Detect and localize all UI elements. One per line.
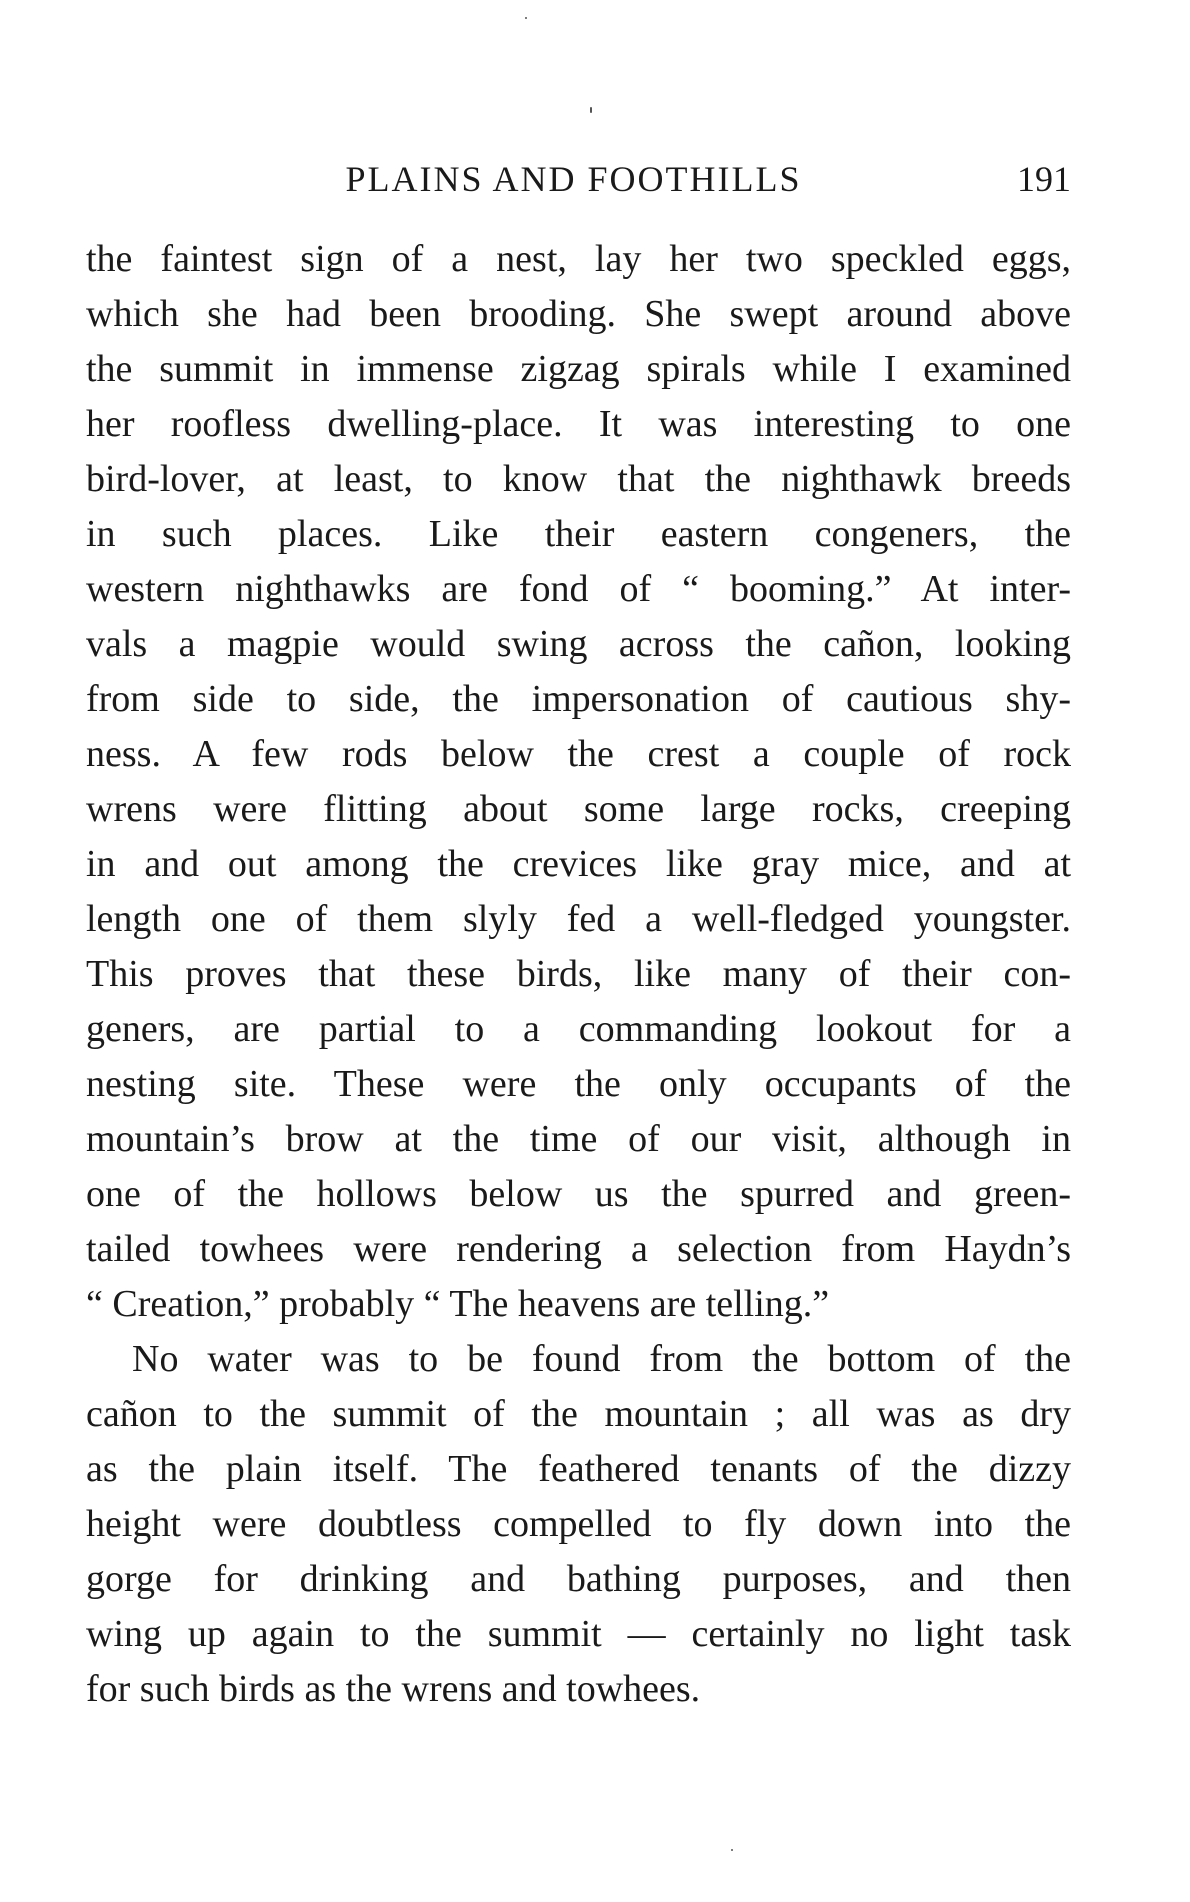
- running-title: PLAINS AND FOOTHILLS: [345, 159, 802, 199]
- text-line: wing up again to the summit — certainly no light task: [86, 1613, 1071, 1655]
- text-line: ness. A few rods below the crest a couple of rock: [86, 733, 1071, 775]
- text-line: height were doubtless compelled to fly down into the: [86, 1503, 1071, 1545]
- text-line: No water was to be found from the bottom of the: [132, 1338, 1071, 1380]
- text-line: nesting site. These were the only occupants of the: [86, 1063, 1071, 1105]
- text-line: geners, are partial to a commanding lookout for a: [86, 1008, 1071, 1050]
- text-line: from side to side, the impersonation of cautious shy-: [86, 678, 1071, 720]
- text-line: “ Creation,” probably “ The heavens are telling.”: [86, 1283, 830, 1325]
- text-line: bird-lover, at least, to know that the nighthawk breeds: [86, 458, 1071, 500]
- text-line: the faintest sign of a nest, lay her two speckled eggs,: [86, 238, 1071, 280]
- text-line: which she had been brooding. She swept around above: [86, 293, 1071, 335]
- text-line: as the plain itself. The feathered tenants of the dizzy: [86, 1448, 1071, 1490]
- body-text: [86, 232, 1071, 1717]
- text-line: mountain’s brow at the time of our visit, although in: [86, 1118, 1071, 1160]
- paper-speck: [590, 107, 592, 113]
- text-line: in and out among the crevices like gray mice, and at: [86, 843, 1071, 885]
- text-line: one of the hollows below us the spurred and green-: [86, 1173, 1071, 1215]
- text-line: tailed towhees were rendering a selection from Haydn’s: [86, 1228, 1071, 1270]
- paragraph: [86, 1332, 1071, 1717]
- paper-speck: [731, 1849, 733, 1851]
- paper-speck: [525, 17, 527, 19]
- text-line: wrens were flitting about some large rocks, creeping: [86, 788, 1071, 830]
- text-line: vals a magpie would swing across the cañon, looking: [86, 623, 1071, 665]
- text-line: for such birds as the wrens and towhees.: [86, 1668, 701, 1710]
- text-line: in such places. Like their eastern congeners, the: [86, 513, 1071, 555]
- running-head: [86, 155, 1071, 203]
- text-line: the summit in immense zigzag spirals while I examined: [86, 348, 1071, 390]
- paragraph: [86, 232, 1071, 1332]
- text-line: This proves that these birds, like many of their con-: [86, 953, 1071, 995]
- text-line: cañon to the summit of the mountain ; all was as dry: [86, 1393, 1071, 1435]
- text-line: gorge for drinking and bathing purposes, and then: [86, 1558, 1071, 1600]
- page-number: 191: [1017, 159, 1071, 199]
- text-line: length one of them slyly fed a well-fledged youngster.: [86, 898, 1071, 940]
- text-line: her roofless dwelling-place. It was interesting to one: [86, 403, 1071, 445]
- text-line: western nighthawks are fond of “ booming.” At inter-: [86, 568, 1071, 610]
